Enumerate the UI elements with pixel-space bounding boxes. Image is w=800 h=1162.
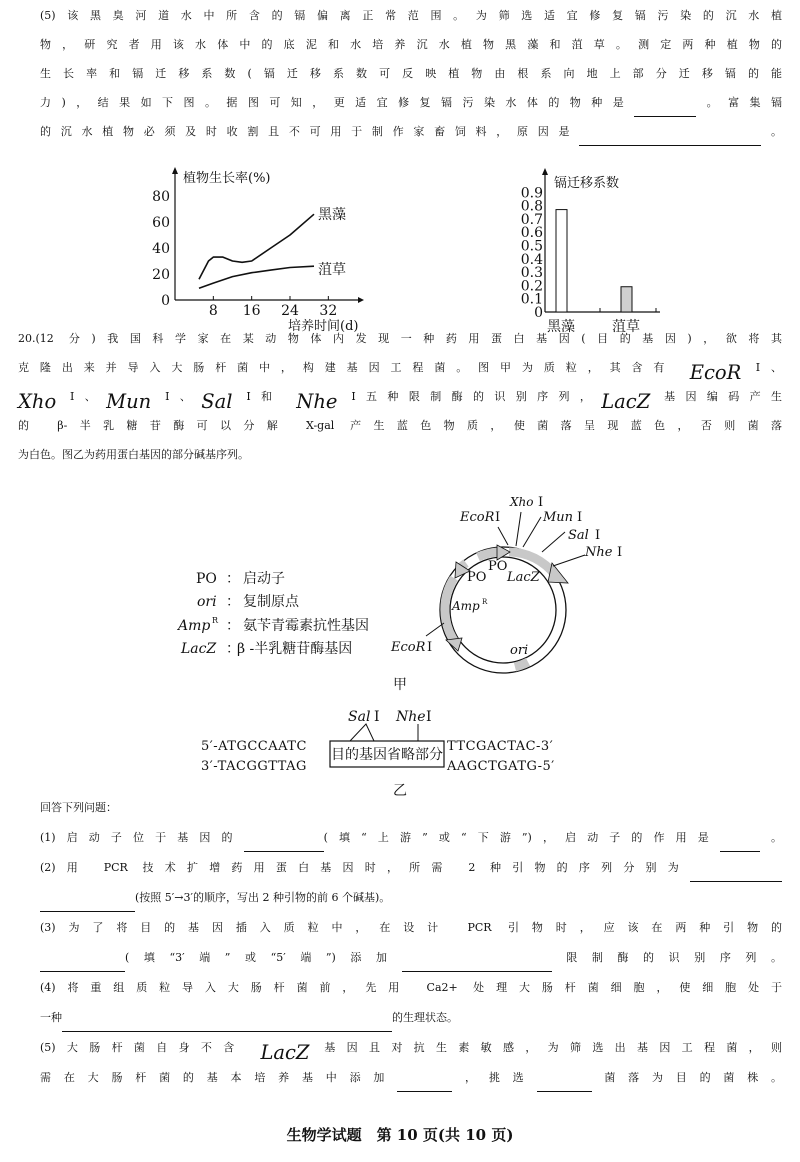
y-tick-label: 80 [152,189,170,205]
label-lacz: LacZ [507,570,540,585]
site-sali: Sal [568,528,589,543]
site-ecori-top: EcoR [460,510,495,525]
legend-po [196,570,285,587]
text: 的生理状态。 [392,1011,458,1024]
text-line [40,798,782,828]
bottom-strand-right: AAGCTGATG-5′ [447,759,555,774]
italic-term: LacZ [260,1041,310,1064]
po-arrow-2 [478,552,498,557]
legend-ori [197,593,300,610]
text: (按照 5′→3′的顺序，写出 2 种引物的前 6 个碱基)。 [135,891,391,904]
ori-segment [515,662,528,667]
answer-blank[interactable] [690,861,782,882]
chart-title: 镉迁移系数 [554,176,620,191]
text-line [40,828,782,858]
text: (填“3′端”或“5′端”)添加 [125,951,402,964]
text: 处理大肠杆菌细胞，使细胞处于 [457,981,782,994]
label-po-2: PO [488,559,508,574]
svg-text:Ⅰ: Ⅰ [427,640,433,655]
italic-term: Sal [201,390,233,413]
site-nhe-label: Nhe [396,709,426,725]
text: 克隆出来并导入大肠杆菌中，构建基因工程菌。图甲为质粒，其含有 [18,361,690,374]
svg-text:启动子: 启动子 [243,571,285,587]
superscript: 2+ [441,981,458,994]
svg-text:R: R [482,598,488,606]
svg-text:Ⅰ: Ⅰ [577,510,583,525]
text: (1)启动子位于基因的 [40,831,244,844]
legend-amp [176,616,369,634]
question-20-subquestions [40,798,782,1098]
text: Ⅰ五种限制酶的识别序列， [337,390,602,403]
label-ampr: Amp [452,599,480,613]
text: 回答下列问题： [40,801,117,814]
italic-term: Mun [106,390,152,413]
svg-text:Ⅰ: Ⅰ [495,510,501,525]
text: 菌落为目的菌株。 [591,1071,783,1084]
category-label: 黑藻 [547,319,575,335]
y-tick-label: 0 [534,305,543,321]
text: 基因且对抗生素敏感，为筛选出基因工程菌，则 [309,1041,783,1054]
x-tick-label: 16 [242,303,261,319]
category-label: 菹草 [612,319,640,335]
text: (2)用 PCR 技术扩增药用蛋白基因时，所需 2 种引物的序列分别为 [40,861,690,874]
text: (填“上游”或“下游”)，启动子的作用是 [323,831,720,844]
svg-text:Ⅰ: Ⅰ [374,709,380,725]
sequence-figure [201,709,555,799]
text: 。富集镉 [696,96,782,109]
svg-text:Ⅰ: Ⅰ [595,528,601,543]
text: ，挑选 [452,1071,537,1084]
figure-a-caption: 甲 [393,677,407,693]
text: (4)将重组质粒导入大肠杆菌前，先用 Ca [40,981,442,994]
y-tick-label: 60 [152,215,170,231]
text: (5)大肠杆菌自身不含 [40,1041,261,1054]
text: Ⅰ、 [56,390,107,403]
y-tick-label: 40 [152,241,170,257]
answer-blank[interactable] [40,951,125,972]
text: 。 [761,125,783,138]
svg-text:Amp: Amp [178,618,211,634]
text: (3)为了将目的基因插入质粒中，在设计 PCR 引物时，应该在两种引物的 [40,921,782,934]
italic-term: LacZ [601,390,651,413]
figure-b-caption: 乙 [393,783,407,799]
y-tick-label: 0.7 [520,211,543,228]
svg-text:Ⅰ: Ⅰ [538,495,544,510]
text-line [40,888,782,918]
answer-blank[interactable] [62,1011,392,1032]
series-label: 黑藻 [317,207,346,224]
answer-blank[interactable] [40,891,135,912]
series-label: 菹草 [317,262,346,279]
label-ori: ori [510,643,529,658]
legend-lacz [180,640,352,657]
svg-text:R: R [212,616,219,625]
answer-blank[interactable] [397,1071,452,1092]
svg-text:β -半乳糖苷酶基因: β -半乳糖苷酶基因 [237,641,353,657]
text-line [40,918,782,948]
x-axis-label: 培养时间(d) [288,319,359,334]
y-tick-label: 20 [152,267,170,283]
text-line [40,978,782,1008]
svg-text:LacZ: LacZ [181,641,217,657]
y-axis-label: 植物生长率(%) [183,171,271,186]
text-line [40,948,782,978]
text: 力)，结果如下图。据图可知，更适宜修复镉污染水体的物种是 [40,96,635,109]
site-muni: Mun [543,510,574,525]
svg-text:氨苄青霉素抗性基因: 氨苄青霉素抗性基因 [243,618,369,634]
text: Ⅰ和 [232,390,297,403]
text: 为白色。图乙为药用蛋白基因的部分碱基序列。 [18,448,249,461]
y-tick-label: 0.2 [520,278,543,295]
text: 20.(12 分)我国科学家在某动物体内发现一种药用蛋白基因(目的基因)，欲将其 [18,332,782,345]
page-footer: 生物学试题 第 10 页(共 10 页) [286,1126,514,1144]
answer-blank[interactable] [244,831,324,852]
italic-term: Nhe [296,390,338,413]
y-tick-label: 0.8 [520,198,543,215]
top-strand-right: TTCGACTAC-3′ [447,739,554,754]
text-line [40,1068,782,1098]
svg-text:：: ： [226,618,240,634]
text: 的 β-半乳糖苷酶可以分解 X-gal 产生蓝色物质，使菌落呈现蓝色，否则菌落 [18,419,782,432]
svg-text:复制原点: 复制原点 [243,594,299,610]
site-ecori-left: EcoR [391,640,426,655]
x-tick-label: 32 [319,303,338,319]
x-tick-label: 24 [281,303,299,319]
y-tick-label: 0.5 [520,238,543,255]
text: Ⅰ、 [741,361,782,374]
text: 物，研究者用该水体中的底泥和水培养沉水植物黑藻和菹草。测定两种植物的 [40,38,782,51]
italic-term: EcoR [689,361,742,384]
text: 生长率和镉迁移系数(镉迁移系数可反映植物由根系向地上部分迁移镉的能 [40,67,782,80]
svg-text:目的基因省略部分: 目的基因省略部分 [331,747,443,763]
text-line [40,858,782,888]
text: 。 [759,831,783,844]
answer-blank[interactable] [720,831,760,852]
y-tick-label: 0.1 [520,291,543,308]
site-xhoi: Xho [510,495,534,509]
italic-term: Xho [18,390,57,413]
y-tick-label: 0.9 [520,185,543,202]
svg-text:：: ： [226,641,240,657]
text: 基因编码产生 [650,390,782,403]
svg-text:PO: PO [196,571,217,587]
top-strand-left: 5′-ATGCCAATC [201,739,307,754]
text: 一种 [40,1011,62,1024]
text: 的沉水植物必须及时收割且不可用于制作家畜饲料，原因是 [40,125,580,138]
answer-blank[interactable] [537,1071,592,1092]
text-line [40,1008,782,1038]
bottom-strand-left: 3′-TACGGTTAG [201,759,307,774]
svg-text:ori: ori [197,594,217,610]
svg-text:Ⅰ: Ⅰ [617,545,623,560]
label-po-1: PO [467,570,487,585]
y-tick-label: 0.4 [520,251,543,268]
text: Ⅰ、 [151,390,202,403]
y-tick-label: 0.6 [520,225,543,242]
text-line [40,1038,782,1068]
svg-text:Ⅰ: Ⅰ [426,709,432,725]
text: 需在大肠杆菌的基本培养基中添加 [40,1071,398,1084]
svg-text:：: ： [226,571,240,587]
svg-text:：: ： [226,594,240,610]
y-tick-label: 0.3 [520,265,543,282]
site-sal-label: Sal [348,709,371,725]
text: 限制酶的识别序列。 [551,951,783,964]
answer-blank[interactable] [402,951,552,972]
y-tick-label: 0 [161,293,170,309]
site-nhei: Nhe [585,545,613,560]
text: (5)该黑臭河道水中所含的镉偏离正常范围。为筛选适宜修复镉污染的沉水植 [40,9,782,22]
x-tick-label: 8 [208,303,218,319]
